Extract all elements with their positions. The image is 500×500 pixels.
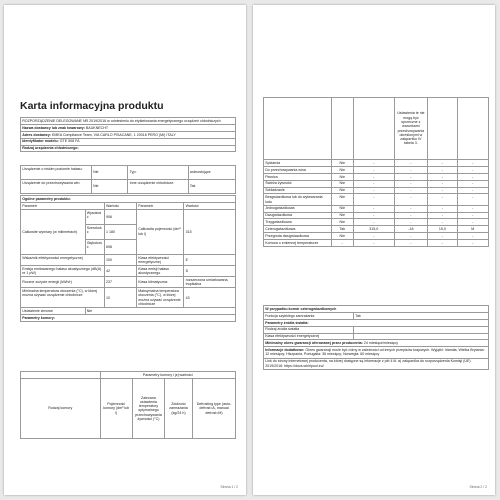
chamber-cell: Nie [331,205,354,212]
low-noise-value: Nie [91,166,128,180]
page-number: Strona 2 / 2 [469,485,487,489]
document-page-2 [253,5,495,495]
chamber-cell: - [394,205,428,212]
warranty-value: 24 miesiące/miesięcy [363,341,398,346]
four-star-table [263,305,489,370]
chamber-name: Przegroda dwugwiazdkowa [264,233,332,240]
chamber-type-header: Rodzaj komory [21,378,101,438]
chamber-settemp-header: Zalecana ustawienia temperatury optymalnego przechowywania żywności (°C) [132,378,164,438]
chamber-row [264,166,489,173]
winter-setting-label: Ustawienie zimowe [21,308,86,315]
capacity-label: Całkowita pojemność (dm³ lub l) [137,209,184,254]
chamber-cell: - [354,173,395,180]
chamber-row [264,205,489,212]
chamber-cell: - [457,212,489,219]
depth-label: Głębokość [85,239,104,254]
min-temp-value: 10 [104,288,136,308]
chamber-cell: - [394,219,428,226]
chamber-cell: Nie [331,187,354,194]
appliance-kind-label: Rodzaj urządzenia chłodniczego: [21,145,236,152]
chamber-cell: - [394,166,428,173]
chamber-continuation-table [263,97,489,247]
climate-class-label: Klasa klimatyczna: [137,277,184,288]
dimensions-label: Całkowite wymiary (w milimetrach) [21,209,86,254]
noise-class-label: Klasa emisji hałasu akustycznego [137,265,184,276]
chamber-cell: Nie [331,173,354,180]
energy-class-label: Klasa efektywności energetycznej [137,254,184,265]
chamber-cell: - [457,194,489,205]
light-type-label: Rodzaj źródła światła [264,326,354,333]
chamber-row [264,173,489,180]
chamber-defrost-header: Defrosting type (auto-defrost=A, manual defrost=M) [192,378,235,438]
param-header-2: Parametr [137,202,184,209]
chamber-row [264,226,489,233]
other-appliance-value: Tak [188,180,235,194]
capacity-value: 315 [184,209,236,254]
chamber-cell: - [428,212,457,219]
chamber-cell: Nie [331,166,354,173]
chamber-cell: Nie [331,180,354,187]
page-number: Strona 1 / 2 [220,485,238,489]
regulation-text: ROZPORZĄDZENIE DELEGOWANE NR 2019/2016 w odniesieniu do etykietowania energetycznego urządzeń chłodniczych [21,118,236,125]
chamber-name: Dwugwiazdkowa [264,212,332,219]
type-label: Typ: [128,166,188,180]
model-label: Identyfikator modelu: [22,139,59,144]
energy-class-value: E [184,254,236,265]
value-header: Wartość [104,202,136,209]
chamber-name: Schładzanie [264,187,332,194]
chamber-name: Jednogwiazdkowa [264,205,332,212]
chamber-cell: Nie [331,212,354,219]
fast-freeze-value: Tak [354,312,489,319]
chamber-cell: - [354,187,395,194]
chamber-row [264,187,489,194]
other-appliance-label: Inne urządzenie chłodnicze: [128,180,188,194]
light-params-label: Parametry źródła światła: [264,319,489,326]
chamber-cell: - [354,194,395,205]
header-block [20,117,236,152]
chamber-params-label: Parametry komory: [21,315,236,322]
chamber-cell: - [457,187,489,194]
noise-class-value: D [184,265,236,276]
chamber-cell: M [457,226,489,233]
low-noise-label: Urządzenie o niskim poziomie hałasu: [21,166,92,180]
model-value: GTE 508 FA [59,139,80,144]
chamber-freeze-header: Zdolność zamrażania (kg/24 h) [165,378,193,438]
annual-energy-label: Roczne zużycie energii (kWh/r) [21,277,105,288]
chamber-cell: - [354,219,395,226]
chamber-header-table [20,371,236,439]
min-temp-label: Minimalna temperatura otoczenia (°C), w której można używać urządzenie chłodnicze [21,288,105,308]
light-class-label: Klasa efektywności energetycznej [264,333,354,340]
chamber-cell: - [394,233,428,240]
chamber-row [264,240,489,247]
chamber-values-label: Parametry komory i jej wartości [100,372,235,379]
document-title: Karta informacyjna produktu [20,100,164,112]
chamber-cell: - [428,219,457,226]
chamber-cell: 15,0 [428,226,457,233]
max-temp-label: Maksymalna temperatura otoczenia (°C), w której można używać urządzenie chłodnicze [137,288,184,308]
chamber-cell: Tak [331,226,354,233]
chamber-row [264,194,489,205]
general-params-table [20,195,236,322]
address-label: Adres dostawcy: [22,132,51,137]
chamber-row [264,180,489,187]
chamber-cell: -18 [394,226,428,233]
document-page-1 [4,5,246,495]
chamber-name: Świeża żywność [264,180,332,187]
chamber-cell: - [457,160,489,167]
chamber-name: Do przechowywania wina [264,166,332,173]
chamber-cell: - [354,166,395,173]
chamber-row [264,212,489,219]
chamber-cell: - [394,187,428,194]
chamber-cell: - [457,166,489,173]
chamber-cell: - [394,194,428,205]
width-label: Szerokość [85,224,104,239]
chamber-cell: - [457,219,489,226]
chamber-cell: Nie [331,219,354,226]
chamber-cell: - [428,194,457,205]
storage-note: Ustawienia te nie mogą być sprzeczne z warunkami przechowywania określonymi w załączniku IV tabela 3. [394,98,428,160]
climate-class-value: rozszerzona umiarkowana, tropikalna [184,277,236,288]
chamber-cell: - [428,233,457,240]
address-value: EMEA Compliance Team, VIA CARLO PISACANE, 1 20016 PERO (MI) ITALY [51,132,176,137]
chamber-name: Czterogwiazdkowa [264,226,332,233]
chamber-cell: - [428,180,457,187]
wine-storage-label: Urządzenie do przechowywania win: [21,180,92,194]
chamber-row [264,233,489,240]
warranty-label: Minimalny okres gwarancji oferowanej przez producenta: [265,341,363,346]
chamber-cell: 315,0 [354,226,395,233]
chamber-cell: - [354,160,395,167]
chamber-cell: - [354,233,395,240]
fast-freeze-label: Funkcja szybkiego zamrażania [264,312,354,319]
noise-emission-label: Emisja emitowanego hałasu akustycznego (dB(A) re 1 pW) [21,265,105,276]
depth-value: 698 [104,239,136,254]
chamber-name: Komora o zmiennej temperaturze [264,240,332,247]
extra-info-label: Informacje dodatkowe: [265,348,305,353]
four-star-label: W przypadku komór czterogwiazdkowych [264,306,489,313]
chamber-cell: - [457,240,489,247]
eei-label: Wskaźnik efektywności energetycznej [21,254,105,265]
chamber-row [264,219,489,226]
manufacturer-link[interactable]: Link do strony internetowej producenta, na której dostępne są informacje z pkt 4 lit. a) załącznika do rozporządzenia Komisji (UE) 2019/2016: https://docs.whirlpool.eu/ [264,358,489,369]
value-header-2: Wartość [184,202,236,209]
chamber-cell: - [394,180,428,187]
supplier-value: BAUKNECHT [85,125,109,130]
chamber-volume-header: Pojemność komory (dm³ lub l) [100,378,132,438]
annual-energy-value: 237 [104,277,136,288]
chamber-name: Trzygwiazdkowa [264,219,332,226]
chamber-name: Piwnica [264,173,332,180]
height-value: 906 [104,209,136,224]
max-temp-value: 43 [184,288,236,308]
chamber-cell: - [457,205,489,212]
chamber-cell: - [457,233,489,240]
chamber-cell: - [428,166,457,173]
chamber-cell: - [354,180,395,187]
chamber-row [264,160,489,167]
chamber-name: Spiżarnia [264,160,332,167]
chamber-cell: Nie [331,233,354,240]
chamber-cell: - [428,205,457,212]
chamber-cell: - [331,240,354,247]
chamber-cell: - [457,180,489,187]
chamber-cell: - [394,240,428,247]
chamber-cell: Nie [331,194,354,205]
chamber-cell: - [354,205,395,212]
chamber-cell: - [394,160,428,167]
eei-value: 100 [104,254,136,265]
extra-info-value: Okres gwarancji może być różny w zależności od innych przepisów krajowych. Wyjątki: Irlandia, Wielka Brytania: 12 miesięcy; Hiszpania, Portugalia: 36 miesięcy; Norwegia: 60 miesięcy [265,348,485,357]
height-label: Wysokość [85,209,104,224]
param-header: Parametr [21,202,105,209]
chamber-cell: - [354,212,395,219]
chamber-name: Bezgwiazdkowa lub do wytwarzania lodu [264,194,332,205]
chamber-cell: - [354,240,395,247]
chamber-cell: - [394,173,428,180]
chamber-cell: - [428,187,457,194]
appliance-type-table [20,165,236,194]
chamber-cell: - [457,173,489,180]
winter-setting-value: Nie [85,308,236,315]
chamber-cell: - [428,173,457,180]
general-params-label: Ogólne parametry produktu: [21,196,236,203]
chamber-cell: - [394,212,428,219]
noise-emission-value: 42 [104,265,136,276]
chamber-cell: Nie [331,160,354,167]
type-value: wolnostojące [188,166,235,180]
chamber-cell: - [428,240,457,247]
width-value: 1 180 [104,224,136,239]
chamber-cell: - [428,160,457,167]
supplier-label: Nazwa dostawcy lub znak towarowy: [22,125,85,130]
wine-storage-value: Nie [91,180,128,194]
